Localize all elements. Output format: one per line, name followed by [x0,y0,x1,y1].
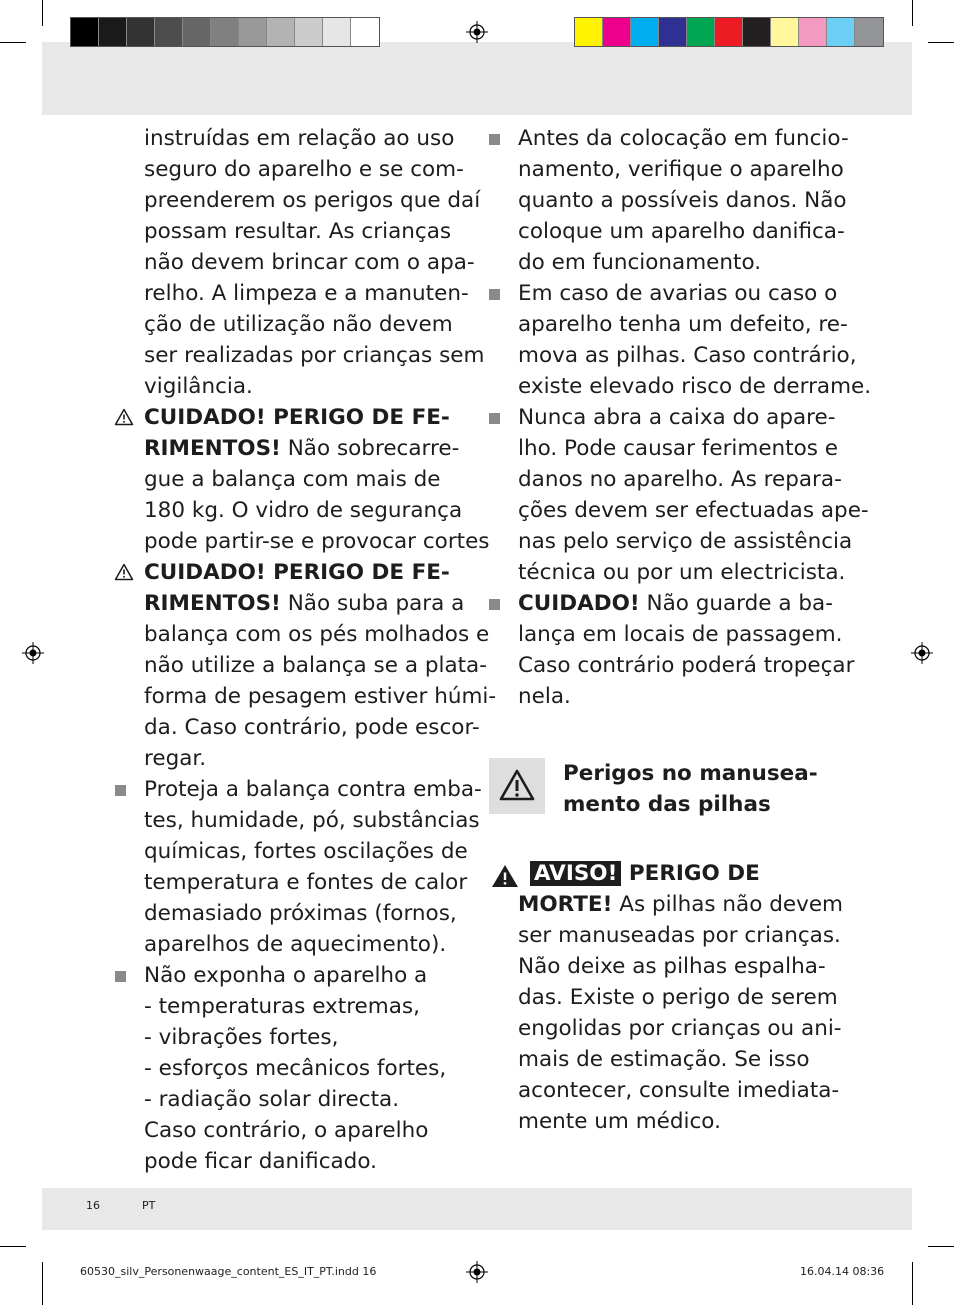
text-line: Proteja a balança contra emba- [144,777,482,802]
text-line: ção de utilização não devem [144,312,453,337]
text-line: da. Caso contrário, pode escor- [144,715,480,740]
text-line: não utilize a balança se a plata- [144,653,487,678]
crop-mark [912,1262,913,1305]
color-swatch [239,18,267,46]
text-line: forma de pesagem estiver húmi- [144,684,497,709]
caution-label: CUIDADO! PERIGO DE FE- [144,560,450,585]
text-line: nela. [518,684,571,709]
text-line: pode partir-se e provocar cortes [144,529,490,554]
text-line: mova as pilhas. Caso contrário, [518,343,857,368]
text-line: lho. Pode causar ferimentos e [518,436,839,461]
crop-mark [912,0,913,26]
text-line: vigilância. [144,374,253,399]
caution-item [112,557,497,774]
text-line: tes, humidade, pó, substâncias [144,808,480,833]
caution-item [112,402,490,557]
crop-mark [928,1246,954,1247]
bullet-square-icon [489,134,500,145]
text-line: relho. A limpeza e a manuten- [144,281,469,306]
section-title-line: mento das pilhas [563,792,771,817]
color-swatch [771,18,799,46]
section-icon-box [489,758,545,814]
text-line: químicas, fortes oscilações de [144,839,468,864]
caution-label: RIMENTOS! [144,591,281,616]
text-line: mente um médico. [518,1109,721,1134]
text-line: ser realizadas por crianças sem [144,343,485,368]
text-line: Nunca abra a caixa do apare- [518,405,836,430]
text-line: temperatura e fontes de calor [144,870,468,895]
color-swatch [827,18,855,46]
text-line [144,557,472,588]
text-line: aparelho tenha um defeito, re- [518,312,848,337]
color-swatch [183,18,211,46]
caution-label: RIMENTOS! [144,436,281,461]
color-swatch [855,18,883,46]
section-heading [486,758,846,820]
warning-triangle-icon [489,758,545,814]
header-band [42,42,912,115]
grayscale-calibration-bar [70,17,380,47]
color-swatch [127,18,155,46]
text-line: gue a balança com mais de [144,467,441,492]
text-line: preenderem os perigos que daí [144,188,481,213]
text-line: Antes da colocação em funcio- [518,126,849,151]
danger-label: MORTE! [518,892,613,917]
text-line: - radiação solar directa. [144,1087,400,1112]
text-line: lança em locais de passagem. [518,622,843,647]
text-line: existe elevado risco de derrame. [518,374,872,399]
caution-label: CUIDADO! [518,591,640,616]
bullet-square-icon [489,599,500,610]
bullet-square-icon [489,289,500,300]
text-line: ser manuseadas por crianças. [518,923,841,948]
bullet-item [486,278,872,402]
text-line [518,588,846,619]
caution-text: Não sobrecarre- [280,436,460,461]
text-line: do em funcionamento. [518,250,762,275]
bullet-square-icon [489,413,500,424]
text-line [144,433,472,464]
intro-paragraph [112,123,485,402]
danger-warning [486,858,846,1137]
color-swatch [687,18,715,46]
bullet-item [486,123,849,278]
caution-text: Não guarde a ba- [639,591,833,616]
slug-date: 16.04.14 08:36 [800,1265,885,1278]
text-line: aparelhos de aquecimento). [144,932,447,957]
text-line: - temperaturas extremas, [144,994,420,1019]
color-swatch [351,18,379,46]
color-swatch [715,18,743,46]
text-line [518,889,846,920]
right-column [486,123,872,1137]
color-swatch [267,18,295,46]
text-line [144,588,472,619]
warning-triangle-icon [114,408,134,426]
crop-mark [928,42,954,43]
color-swatch [603,18,631,46]
crop-mark [42,0,43,26]
text-line: acontecer, consulte imediata- [518,1078,840,1103]
color-swatch [71,18,99,46]
section-title [563,758,818,820]
text-line: quanto a possíveis danos. Não [518,188,847,213]
danger-text: As pilhas não devem [612,892,843,917]
text-line: possam resultar. As crianças [144,219,452,244]
color-swatch [155,18,183,46]
crop-mark [0,1246,26,1247]
text-line: - esforços mecânicos fortes, [144,1056,447,1081]
warning-triangle-icon [114,563,134,581]
slug-filename: 60530_silv_Personenwaage_content_ES_IT_PT.indd 16 [80,1265,377,1278]
text-line: Caso contrário, o aparelho [144,1118,429,1143]
color-swatch [211,18,239,46]
text-line: Não deixe as pilhas espalha- [518,954,826,979]
page-number: 16 [86,1199,100,1212]
text-line: instruídas em relação ao uso [144,126,455,151]
bullet-item [486,402,869,588]
color-swatch [323,18,351,46]
text-line: das. Existe o perigo de serem [518,985,838,1010]
text-line: nas pelo serviço de assistência [518,529,853,554]
danger-label: PERIGO DE [621,861,760,886]
color-calibration-bar [574,17,884,47]
footer-band [42,1188,912,1230]
text-line: Em caso de avarias ou caso o [518,281,838,306]
registration-mark-icon [466,1261,488,1283]
crop-mark [0,42,26,43]
text-line: pode ficar danificado. [144,1149,377,1174]
language-code: PT [142,1199,156,1212]
text-line: Não exponha o aparelho a [144,963,428,988]
text-line: danos no aparelho. As repara- [518,467,842,492]
text-line: regar. [144,746,207,771]
color-swatch [743,18,771,46]
registration-mark-icon [466,21,488,43]
aviso-badge: AVISO! [530,861,621,886]
bullet-square-icon [115,785,126,796]
left-column [112,123,497,1177]
crop-mark [42,1262,43,1305]
text-line: namento, verifique o aparelho [518,157,844,182]
text-line: - vibrações fortes, [144,1025,339,1050]
danger-triangle-icon [491,864,519,888]
color-swatch [659,18,687,46]
color-swatch [799,18,827,46]
bullet-square-icon [115,971,126,982]
text-line: balança com os pés molhados e [144,622,490,647]
text-line: coloque um aparelho danifica- [518,219,845,244]
caution-text: Não suba para a [280,591,465,616]
section-title-line: Perigos no manusea- [563,761,818,786]
text-line: mais de estimação. Se isso [518,1047,810,1072]
text-line: seguro do aparelho e se com- [144,157,464,182]
bullet-item [112,960,472,1177]
color-swatch [575,18,603,46]
text-line: 180 kg. O vidro de segurança [144,498,463,523]
registration-mark-icon [911,642,933,664]
text-line [144,402,472,433]
text-line [518,858,846,889]
caution-label: CUIDADO! PERIGO DE FE- [144,405,450,430]
registration-mark-icon [22,642,44,664]
text-line: ções devem ser efectuadas ape- [518,498,869,523]
text-line: técnica ou por um electricista. [518,560,846,585]
color-swatch [99,18,127,46]
color-swatch [631,18,659,46]
bullet-item [486,588,855,712]
text-line: engolidas por crianças ou ani- [518,1016,842,1041]
text-line: não devem brincar com o apa- [144,250,475,275]
text-line: Caso contrário poderá tropeçar [518,653,855,678]
color-swatch [295,18,323,46]
bullet-item [112,774,482,960]
text-line: demasiado próximas (fornos, [144,901,457,926]
